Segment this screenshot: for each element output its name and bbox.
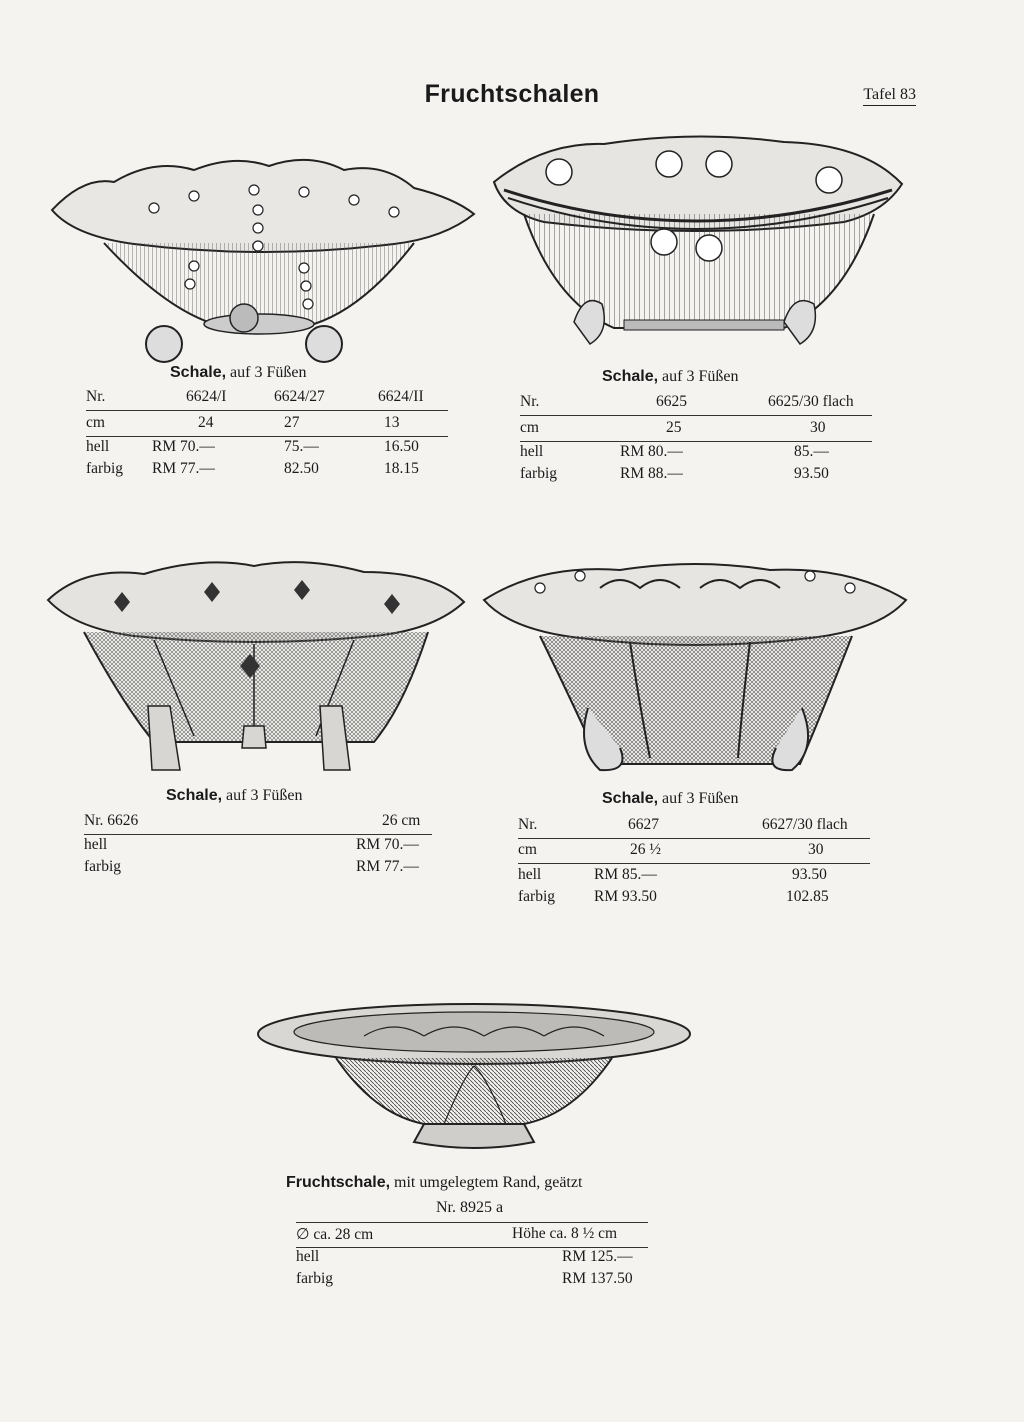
col-6625: 6625 — [656, 393, 687, 410]
col-height: Höhe ca. 8 ½ cm — [512, 1225, 618, 1242]
item-6626-price-table — [84, 812, 432, 888]
divider — [520, 441, 872, 442]
bowl-6625-illustration — [484, 132, 910, 368]
cell: 85.— — [794, 443, 829, 460]
cell: 102.85 — [786, 888, 829, 905]
col-6624-27: 6624/27 — [274, 388, 325, 405]
col-6627-30: 6627/30 flach — [762, 816, 848, 833]
divider — [518, 863, 870, 864]
item-6624-caption — [170, 364, 306, 382]
cell: 24 — [198, 414, 214, 431]
cell: RM 77.— — [356, 858, 419, 875]
table-row — [296, 1270, 648, 1292]
col-6625-30: 6625/30 flach — [768, 393, 854, 410]
item-6625-caption-bold: Schale, — [602, 368, 659, 385]
row-label: hell — [296, 1248, 320, 1265]
row-label: farbig — [84, 858, 122, 875]
row-label: hell — [86, 438, 110, 455]
cell: 30 — [810, 419, 826, 436]
divider — [520, 415, 872, 416]
cell: 16.50 — [384, 438, 419, 455]
divider — [86, 436, 448, 437]
cell: 27 — [284, 414, 300, 431]
table-row — [518, 888, 870, 910]
table-row — [296, 1248, 648, 1270]
table-header — [520, 393, 872, 415]
table-row — [84, 858, 432, 880]
cell: RM 85.— — [594, 866, 657, 883]
row-label: farbig — [518, 888, 556, 905]
cell: RM 88.— — [620, 465, 683, 482]
table-header — [84, 812, 432, 834]
divider — [84, 834, 432, 835]
table-row — [518, 841, 870, 863]
table-row — [86, 438, 448, 460]
row-label: hell — [84, 836, 108, 853]
item-6625-caption — [602, 368, 738, 386]
table-row — [518, 866, 870, 888]
table-row — [86, 414, 448, 436]
table-header — [518, 816, 870, 838]
cell: RM 125.— — [562, 1248, 633, 1265]
cell: 25 — [666, 419, 682, 436]
item-8925a-caption — [286, 1174, 582, 1192]
row-label: cm — [86, 414, 105, 431]
cell: RM 80.— — [620, 443, 683, 460]
plate-number: Tafel 83 — [863, 86, 916, 106]
row-label: cm — [518, 841, 537, 858]
cell: 30 — [808, 841, 824, 858]
row-label: farbig — [86, 460, 124, 477]
table-row — [520, 419, 872, 441]
col-size: 26 cm — [382, 812, 421, 829]
page-title: Fruchtschalen — [424, 80, 600, 108]
item-6624-caption-rest: auf 3 Füßen — [230, 364, 307, 381]
item-6627-caption — [602, 790, 738, 808]
row-label: hell — [518, 866, 542, 883]
col-number: Nr. 6626 — [84, 812, 139, 829]
col-6624-II: 6624/II — [378, 388, 424, 405]
cell: 93.50 — [794, 465, 829, 482]
divider — [518, 838, 870, 839]
item-6625-price-table — [520, 393, 872, 493]
col-diameter: ∅ ca. 28 cm — [296, 1226, 374, 1243]
cell: 82.50 — [284, 460, 319, 477]
cell: 13 — [384, 414, 400, 431]
item-6627-price-table — [518, 816, 870, 916]
col-label: Nr. — [518, 816, 538, 833]
divider — [296, 1222, 648, 1223]
item-6624-caption-bold: Schale, — [170, 364, 227, 381]
cell: 75.— — [284, 438, 319, 455]
table-row — [520, 465, 872, 487]
item-6626-caption-bold: Schale, — [166, 787, 223, 804]
table-header — [86, 388, 448, 410]
item-8925a-price-table — [296, 1224, 648, 1300]
cell: RM 93.50 — [594, 888, 657, 905]
item-6626-caption — [166, 787, 302, 805]
item-6625-caption-rest: auf 3 Füßen — [662, 368, 739, 385]
cell: RM 70.— — [152, 438, 215, 455]
table-header — [296, 1225, 648, 1247]
row-label: farbig — [520, 465, 558, 482]
divider — [86, 410, 448, 411]
col-6627: 6627 — [628, 816, 659, 833]
item-8925a-caption-rest: mit umgelegtem Rand, geätzt — [394, 1174, 583, 1191]
col-label: Nr. — [520, 393, 540, 410]
cell: RM 77.— — [152, 460, 215, 477]
bowl-6627-illustration — [480, 558, 910, 778]
item-6627-caption-bold: Schale, — [602, 790, 659, 807]
item-6627-caption-rest: auf 3 Füßen — [662, 790, 739, 807]
bowl-8925a-illustration — [254, 996, 694, 1152]
item-6624-price-table — [86, 388, 448, 488]
item-8925a-number: Nr. 8925 a — [436, 1199, 504, 1216]
item-6626-caption-rest: auf 3 Füßen — [226, 787, 303, 804]
cell: 26 ½ — [630, 841, 661, 858]
col-label: Nr. — [86, 388, 106, 405]
row-label: farbig — [296, 1270, 334, 1287]
bowl-6624-illustration — [44, 148, 480, 370]
table-row — [520, 443, 872, 465]
item-8925a-caption-bold: Fruchtschale, — [286, 1174, 391, 1191]
col-6624-I: 6624/I — [186, 388, 227, 405]
cell: RM 70.— — [356, 836, 419, 853]
cell: RM 137.50 — [562, 1270, 633, 1287]
bowl-6626-illustration — [44, 556, 468, 776]
row-label: hell — [520, 443, 544, 460]
cell: 18.15 — [384, 460, 419, 477]
cell: 93.50 — [792, 866, 827, 883]
row-label: cm — [520, 419, 539, 436]
table-row — [86, 460, 448, 482]
table-row — [84, 836, 432, 858]
